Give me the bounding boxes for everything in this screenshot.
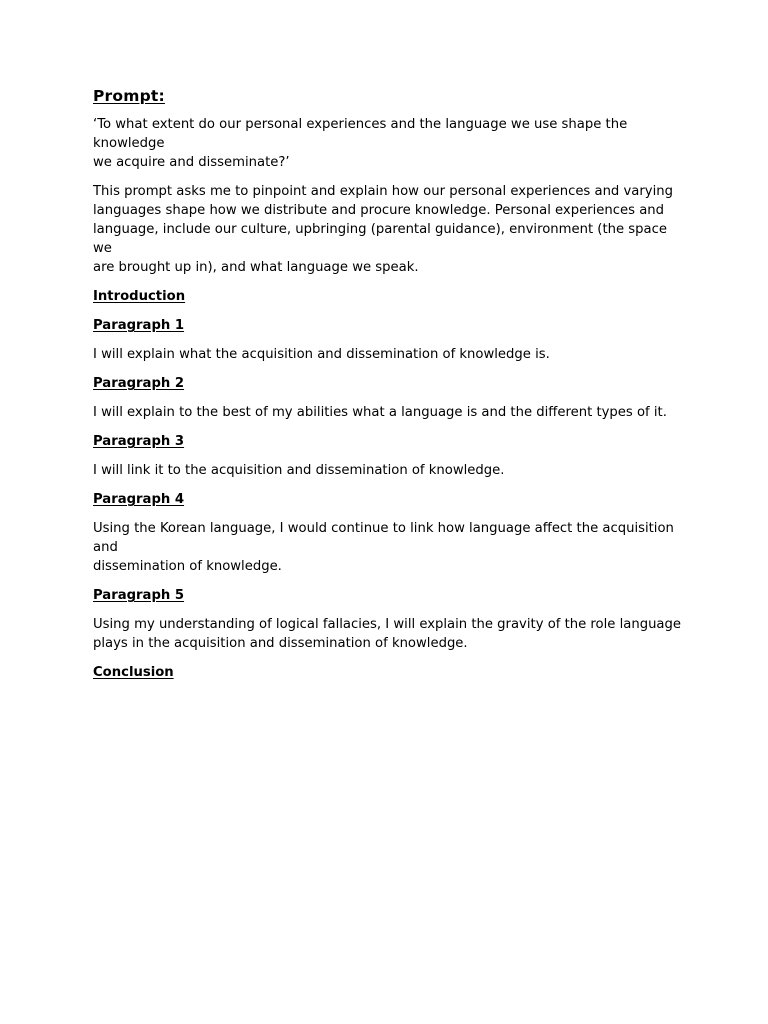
text-paragraph-3: I will link it to the acquisition and dissemination of knowledge.	[93, 463, 505, 478]
heading-paragraph-1: Paragraph 1	[93, 318, 185, 333]
text-paragraph-2: I will explain to the best of my abilities what a language is and the different types of it.	[93, 405, 667, 420]
text-paragraph-1: I will explain what the acquisition and dissemination of knowledge is.	[93, 347, 550, 362]
heading-paragraph-3: Paragraph 3	[93, 434, 185, 449]
document-body	[93, 86, 683, 692]
heading-paragraph-5: Paragraph 5	[93, 588, 185, 603]
heading-introduction: Introduction	[93, 289, 186, 304]
prompt-explanation: This prompt asks me to pinpoint and explain how our personal experiences and varying languages shape how we distribute and procure knowledge. Personal experiences and language, include our culture, upbringing (parental guidance), environment (the space we are brought up in), and what language we speak.	[93, 184, 674, 275]
text-paragraph-4: Using the Korean language, I would continue to link how language affect the acquisition and dissemination of knowledge.	[93, 521, 674, 574]
prompt-quote: ‘To what extent do our personal experiences and the language we use shape the knowledge we acquire and disseminate?’	[93, 117, 628, 170]
text-paragraph-5: Using my understanding of logical fallacies, I will explain the gravity of the role language plays in the acquisition and dissemination of knowledge.	[93, 617, 681, 651]
heading-conclusion: Conclusion	[93, 665, 174, 680]
heading-paragraph-2: Paragraph 2	[93, 376, 185, 391]
heading-paragraph-4: Paragraph 4	[93, 492, 185, 507]
prompt-title: Prompt:	[93, 87, 165, 105]
